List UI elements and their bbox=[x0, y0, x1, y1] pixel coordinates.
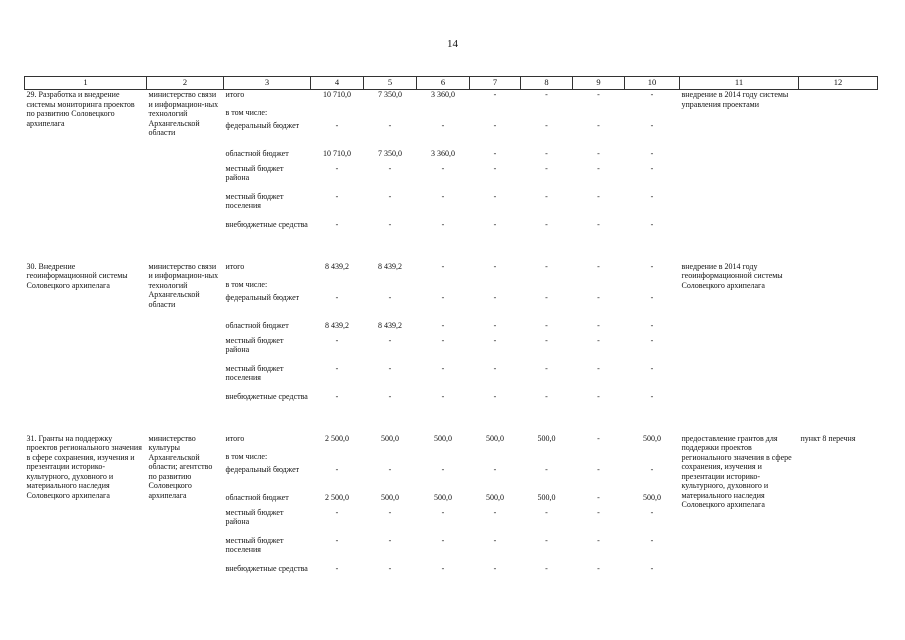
amount-cell: - bbox=[650, 464, 654, 474]
amount-cell: - bbox=[597, 535, 600, 545]
amount-cell: - bbox=[597, 292, 600, 302]
amount-cell bbox=[625, 452, 680, 465]
amount-cell: 500,0 bbox=[486, 492, 504, 502]
amount-cell: - bbox=[335, 335, 339, 345]
column-header: 10 bbox=[625, 77, 680, 90]
amount-cell: - bbox=[650, 261, 654, 271]
column-header: 1 bbox=[25, 77, 147, 90]
amount-cell: - bbox=[441, 219, 445, 229]
amount-cell: - bbox=[650, 391, 654, 401]
amount-cell: - bbox=[650, 120, 654, 130]
amount-cell: - bbox=[441, 563, 445, 573]
amount-cell: - bbox=[335, 163, 339, 173]
amount-cell: 500,0 bbox=[643, 433, 661, 443]
amount-cell: - bbox=[388, 219, 392, 229]
amount-cell: - bbox=[388, 363, 392, 373]
amount-cell: - bbox=[545, 120, 548, 130]
amount-cell: - bbox=[545, 261, 548, 271]
amount-cell bbox=[470, 452, 521, 465]
amount-cell: - bbox=[597, 191, 600, 201]
amount-cell: - bbox=[545, 148, 548, 158]
amount-cell: - bbox=[597, 163, 600, 173]
amount-cell: 3 360,0 bbox=[431, 148, 455, 158]
amount-cell: - bbox=[493, 320, 497, 330]
amount-cell: - bbox=[650, 219, 654, 229]
amount-cell bbox=[573, 280, 625, 293]
section-gap bbox=[25, 248, 878, 262]
amount-cell bbox=[417, 280, 470, 293]
funding-source: в том числе: bbox=[225, 279, 268, 289]
amount-cell: - bbox=[597, 120, 600, 130]
amount-cell: - bbox=[388, 535, 392, 545]
expected-result: внедрение в 2014 году геоинформационной системы Соловецкого архипелага bbox=[681, 261, 783, 290]
amount-cell: - bbox=[545, 391, 548, 401]
amount-cell: - bbox=[441, 535, 445, 545]
amount-cell: - bbox=[597, 464, 600, 474]
amount-cell bbox=[521, 108, 573, 121]
amount-cell: - bbox=[650, 163, 654, 173]
amount-cell: - bbox=[493, 292, 497, 302]
amount-cell: - bbox=[545, 292, 548, 302]
amount-cell: 500,0 bbox=[381, 492, 399, 502]
amount-cell bbox=[364, 452, 417, 465]
amount-cell: - bbox=[493, 335, 497, 345]
amount-cell: - bbox=[493, 464, 497, 474]
amount-cell: - bbox=[493, 90, 497, 99]
amount-cell: - bbox=[388, 120, 392, 130]
funding-source: в том числе: bbox=[225, 107, 268, 117]
amount-cell: - bbox=[650, 191, 654, 201]
amount-cell: - bbox=[545, 464, 548, 474]
amount-cell bbox=[625, 108, 680, 121]
amount-cell: - bbox=[597, 433, 600, 443]
amount-cell: - bbox=[545, 163, 548, 173]
amount-cell: - bbox=[441, 335, 445, 345]
amount-cell: - bbox=[335, 363, 339, 373]
amount-cell: 500,0 bbox=[537, 492, 556, 502]
event-title: 31. Гранты на поддержку проектов регионального значения в сфере сохранения, изучения и презентации историко-культурного, духовного и материального наследия Соловецкого архипелага bbox=[26, 433, 142, 500]
amount-cell bbox=[573, 452, 625, 465]
executor: министерство культуры Архангельской области; агентство по развитию Соловецкого архипелага bbox=[148, 433, 213, 500]
amount-cell bbox=[470, 108, 521, 121]
funding-source: итого bbox=[225, 261, 245, 271]
column-header: 6 bbox=[417, 77, 470, 90]
amount-cell: 7 350,0 bbox=[378, 90, 402, 99]
amount-cell: - bbox=[650, 507, 654, 517]
amount-cell bbox=[625, 280, 680, 293]
table-body bbox=[25, 77, 878, 592]
amount-cell: - bbox=[545, 191, 548, 201]
amount-cell: - bbox=[493, 535, 497, 545]
amount-cell bbox=[417, 452, 470, 465]
amount-cell: 500,0 bbox=[537, 433, 556, 443]
amount-cell: - bbox=[650, 148, 654, 158]
amount-cell: - bbox=[441, 464, 445, 474]
amount-cell: - bbox=[335, 507, 339, 517]
amount-cell: - bbox=[493, 191, 497, 201]
amount-cell: - bbox=[597, 363, 600, 373]
amount-cell: 2 500,0 bbox=[325, 492, 349, 502]
amount-cell: - bbox=[441, 163, 445, 173]
amount-cell: 8 439,2 bbox=[378, 320, 402, 330]
funding-source: внебюджетные средства bbox=[225, 563, 308, 573]
amount-cell: - bbox=[335, 292, 339, 302]
funding-source: внебюджетные средства bbox=[225, 219, 308, 229]
amount-cell: - bbox=[441, 120, 445, 130]
funding-source: местный бюджет района bbox=[225, 507, 284, 526]
amount-cell: - bbox=[493, 148, 497, 158]
table-row bbox=[25, 434, 878, 452]
column-header: 9 bbox=[573, 77, 625, 90]
column-header: 8 bbox=[521, 77, 573, 90]
amount-cell bbox=[521, 280, 573, 293]
executor: министерство связи и информацион-ных технологий Архангельской области bbox=[148, 261, 219, 309]
funding-source: местный бюджет района bbox=[225, 335, 284, 354]
amount-cell: - bbox=[493, 363, 497, 373]
reference-note: пункт 8 перечня bbox=[800, 433, 856, 443]
amount-cell: 2 500,0 bbox=[325, 433, 349, 443]
amount-cell: - bbox=[388, 464, 392, 474]
expected-result: предоставление грантов для поддержки проектов регионального значения в сфере сохранения, изучения и презентации историко-культурного, духовного и материального наследия Соловецкого архипелага bbox=[681, 433, 792, 509]
amount-cell: - bbox=[650, 535, 654, 545]
amount-cell: - bbox=[335, 563, 339, 573]
funding-source: внебюджетные средства bbox=[225, 391, 308, 401]
amount-cell: - bbox=[388, 335, 392, 345]
amount-cell: - bbox=[650, 563, 654, 573]
amount-cell: - bbox=[441, 261, 445, 271]
amount-cell: - bbox=[441, 363, 445, 373]
amount-cell: - bbox=[388, 563, 392, 573]
amount-cell: - bbox=[335, 219, 339, 229]
amount-cell: 8 439,2 bbox=[325, 261, 349, 271]
amount-cell: 7 350,0 bbox=[378, 148, 402, 158]
amount-cell bbox=[573, 108, 625, 121]
funding-source: областной бюджет bbox=[225, 320, 289, 330]
column-header: 5 bbox=[364, 77, 417, 90]
amount-cell bbox=[521, 452, 573, 465]
column-header: 11 bbox=[680, 77, 799, 90]
amount-cell: 10 710,0 bbox=[323, 148, 351, 158]
reference-note bbox=[799, 90, 878, 248]
amount-cell: - bbox=[597, 261, 600, 271]
funding-source: местный бюджет поселения bbox=[225, 363, 284, 382]
amount-cell: 500,0 bbox=[381, 433, 399, 443]
amount-cell: - bbox=[545, 219, 548, 229]
funding-source: федеральный бюджет bbox=[225, 464, 300, 474]
amount-cell bbox=[364, 280, 417, 293]
amount-cell: - bbox=[335, 191, 339, 201]
amount-cell: - bbox=[597, 320, 600, 330]
funding-source: местный бюджет поселения bbox=[225, 535, 284, 554]
amount-cell: - bbox=[597, 563, 600, 573]
amount-cell: 500,0 bbox=[486, 433, 504, 443]
amount-cell bbox=[311, 452, 364, 465]
amount-cell: - bbox=[545, 363, 548, 373]
section-gap bbox=[25, 420, 878, 434]
amount-cell: - bbox=[597, 507, 600, 517]
amount-cell: - bbox=[545, 335, 548, 345]
amount-cell bbox=[417, 108, 470, 121]
amount-cell: - bbox=[597, 335, 600, 345]
program-table bbox=[24, 76, 878, 592]
amount-cell: - bbox=[597, 492, 600, 502]
column-header: 4 bbox=[311, 77, 364, 90]
amount-cell: - bbox=[441, 507, 445, 517]
funding-source: областной бюджет bbox=[225, 148, 289, 158]
expected-result: внедрение в 2014 году системы управления проектами bbox=[681, 90, 789, 109]
amount-cell: - bbox=[335, 391, 339, 401]
amount-cell: 8 439,2 bbox=[325, 320, 349, 330]
amount-cell: - bbox=[493, 507, 497, 517]
amount-cell: 10 710,0 bbox=[323, 90, 351, 99]
amount-cell: 8 439,2 bbox=[378, 261, 402, 271]
amount-cell: - bbox=[388, 191, 392, 201]
amount-cell bbox=[311, 280, 364, 293]
amount-cell: 500,0 bbox=[434, 492, 452, 502]
table-row bbox=[25, 90, 878, 108]
amount-cell: 3 360,0 bbox=[431, 90, 455, 99]
amount-cell: - bbox=[650, 335, 654, 345]
column-header: 7 bbox=[470, 77, 521, 90]
amount-cell bbox=[311, 108, 364, 121]
column-header: 3 bbox=[224, 77, 311, 90]
funding-source: федеральный бюджет bbox=[225, 120, 300, 130]
amount-cell: - bbox=[597, 90, 600, 99]
amount-cell: - bbox=[545, 90, 548, 99]
amount-cell: - bbox=[441, 292, 445, 302]
column-number-row bbox=[25, 77, 878, 90]
amount-cell: - bbox=[441, 391, 445, 401]
table-row bbox=[25, 262, 878, 280]
event-title: 29. Разработка и внедрение системы мониторинга проектов по развитию Соловецкого архипелага bbox=[26, 90, 135, 128]
amount-cell: - bbox=[493, 163, 497, 173]
amount-cell bbox=[470, 280, 521, 293]
amount-cell: - bbox=[545, 563, 548, 573]
amount-cell: - bbox=[650, 363, 654, 373]
amount-cell: - bbox=[650, 292, 654, 302]
funding-source: итого bbox=[225, 433, 245, 443]
reference-note bbox=[799, 262, 878, 420]
amount-cell: - bbox=[545, 320, 548, 330]
funding-source: местный бюджет поселения bbox=[225, 191, 284, 210]
amount-cell: - bbox=[493, 563, 497, 573]
amount-cell: - bbox=[335, 464, 339, 474]
amount-cell: - bbox=[597, 148, 600, 158]
amount-cell: - bbox=[650, 90, 654, 99]
amount-cell: - bbox=[388, 163, 392, 173]
amount-cell: - bbox=[597, 391, 600, 401]
amount-cell: - bbox=[388, 391, 392, 401]
amount-cell: - bbox=[545, 535, 548, 545]
funding-source: итого bbox=[225, 90, 245, 99]
column-header: 2 bbox=[147, 77, 224, 90]
amount-cell: - bbox=[335, 535, 339, 545]
amount-cell: - bbox=[388, 292, 392, 302]
amount-cell: 500,0 bbox=[643, 492, 661, 502]
amount-cell: - bbox=[441, 191, 445, 201]
amount-cell: - bbox=[650, 320, 654, 330]
funding-source: федеральный бюджет bbox=[225, 292, 300, 302]
event-title: 30. Внедрение геоинформационной системы Соловецкого архипелага bbox=[26, 261, 128, 290]
funding-source: в том числе: bbox=[225, 451, 268, 461]
amount-cell: 500,0 bbox=[434, 433, 452, 443]
funding-source: местный бюджет района bbox=[225, 163, 284, 182]
funding-source: областной бюджет bbox=[225, 492, 289, 502]
amount-cell: - bbox=[493, 391, 497, 401]
executor: министерство связи и информацион-ных технологий Архангельской области bbox=[148, 90, 219, 137]
amount-cell: - bbox=[493, 219, 497, 229]
amount-cell: - bbox=[441, 320, 445, 330]
gap-cell bbox=[25, 248, 878, 262]
amount-cell: - bbox=[597, 219, 600, 229]
amount-cell: - bbox=[388, 507, 392, 517]
amount-cell: - bbox=[545, 507, 548, 517]
amount-cell: - bbox=[493, 120, 497, 130]
amount-cell bbox=[364, 108, 417, 121]
gap-cell bbox=[25, 420, 878, 434]
amount-cell: - bbox=[493, 261, 497, 271]
amount-cell: - bbox=[335, 120, 339, 130]
column-header: 12 bbox=[799, 77, 878, 90]
page-number: 14 bbox=[447, 38, 458, 50]
